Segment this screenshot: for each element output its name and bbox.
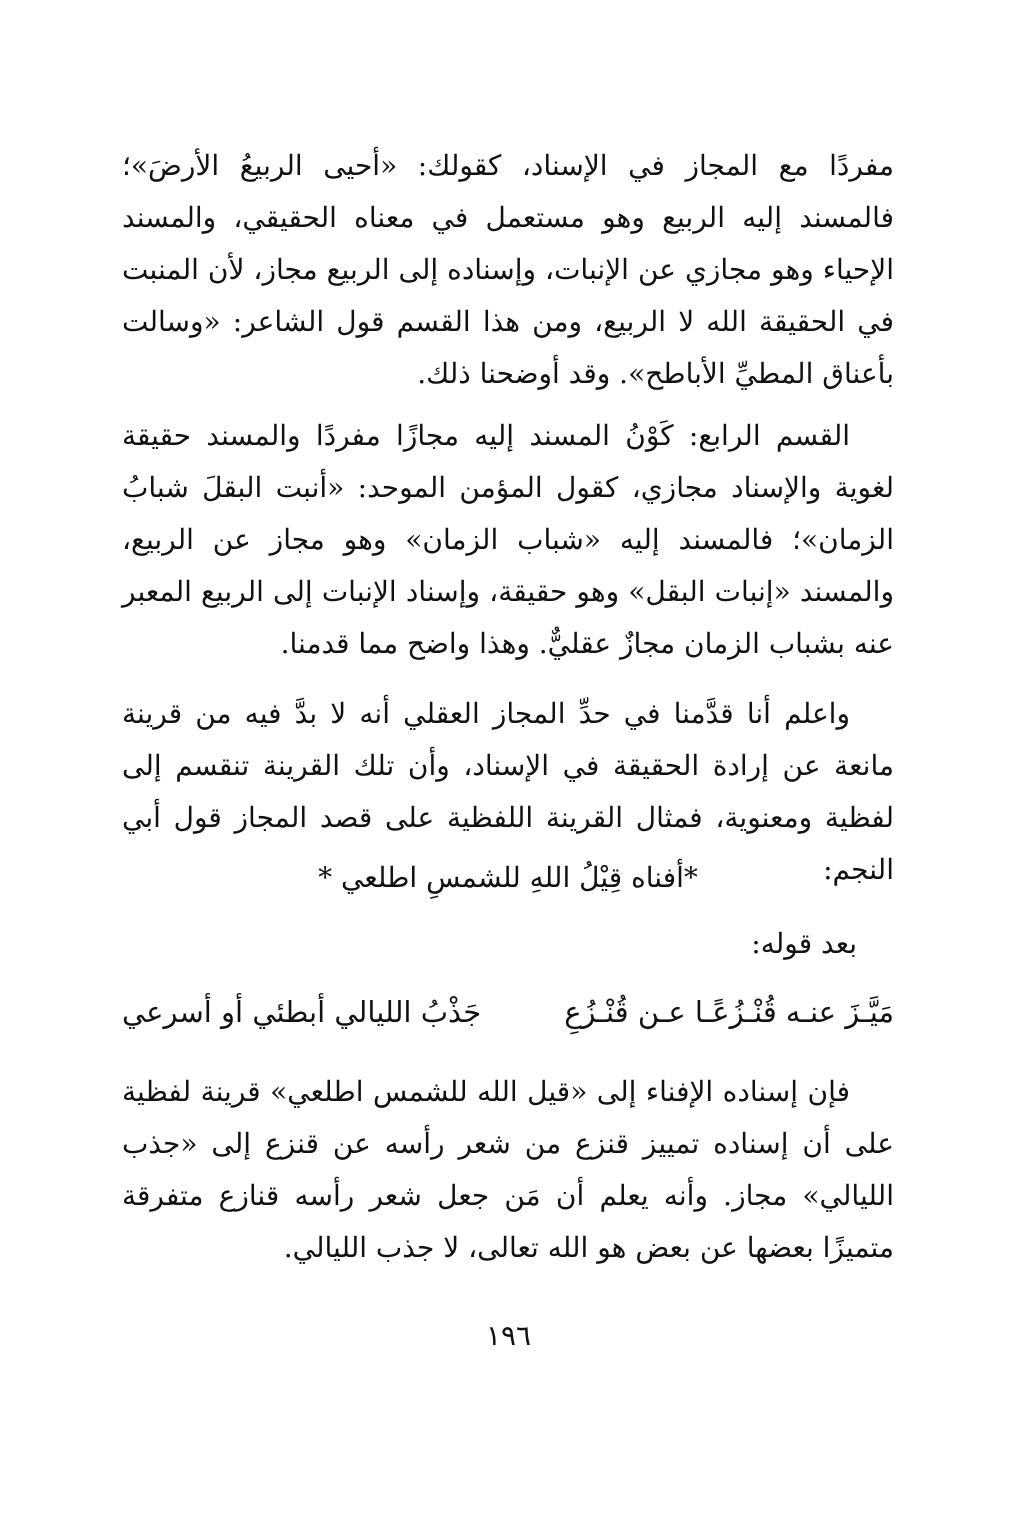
verse-second-hemistich: جَذْبُ الليالي أبطئي أو أسرعي (122, 995, 482, 1029)
paragraph-1 (122, 140, 894, 400)
page-number: ١٩٦ (485, 1319, 532, 1352)
paragraph-3-text: واعلم أنا قدَّمنا في حدِّ المجاز العقلي أنه لا بدَّ فيه من قرينة مانعة عن إرادة الحقيقة في الإسناد، وأن تلك القرينة تنقسم إلى لفظية ومعنوية، فمثال القرينة اللفظية على قصد المجاز قول أبي النجم: (122, 697, 894, 886)
verse-first-hemistich: مَيَّـزَ عنـه قُنْـزُعًـا عـن قُنْـزُعِ (564, 995, 894, 1029)
paragraph-2-text: القسم الرابع: كَوْنُ المسند إليه مجازًا مفردًا والمسند حقيقة لغوية والإسناد مجازي، كقول المؤمن الموحد: «أنبت البقلَ شبابُ الزمان»؛ فالمسند إليه «شباب الزمان» وهو مجاز عن الربيع، والمسند «إنبات البقل» وهو حقيقة، وإسناد الإنبات إلى الربيع المعبر عنه بشباب الزمان مجازٌ عقليٌّ. وهذا واضح مما قدمنا. (122, 419, 894, 660)
paragraph-4-text: فإن إسناده الإفناء إلى «قيل الله للشمس اطلعي» قرينة لفظية على أن إسناده تمييز قنزع من شعر رأسه عن قنزع إلى «جذب الليالي» مجاز. وأنه يعلم أن مَن جعل شعر رأسه قنازع متفرقة متميزًا بعضها عن بعض هو الله تعالى، لا جذب الليالي. (122, 1075, 894, 1264)
verse-couplet (122, 986, 894, 1038)
paragraph-2 (122, 410, 894, 670)
paragraph-4 (122, 1066, 894, 1274)
paragraph-1-text: مفردًا مع المجاز في الإسناد، كقولك: «أحيى الربيعُ الأرضَ»؛ فالمسند إليه الربيع وهو مستعمل في معناه الحقيقي، والمسند الإحياء وهو مجازي عن الإنبات، وإسناده إلى الربيع مجاز، لأن المنبت في الحقيقة الله لا الربيع، ومن هذا القسم قول الشاعر: «وسالت بأعناق المطيِّ الأباطح». وقد أوضحنا ذلك. (122, 149, 894, 390)
verse-single-line: *أفناه قِيْلُ اللهِ للشمسِ اطلعي * (318, 861, 698, 894)
verse-intro: بعد قوله: (751, 927, 857, 960)
